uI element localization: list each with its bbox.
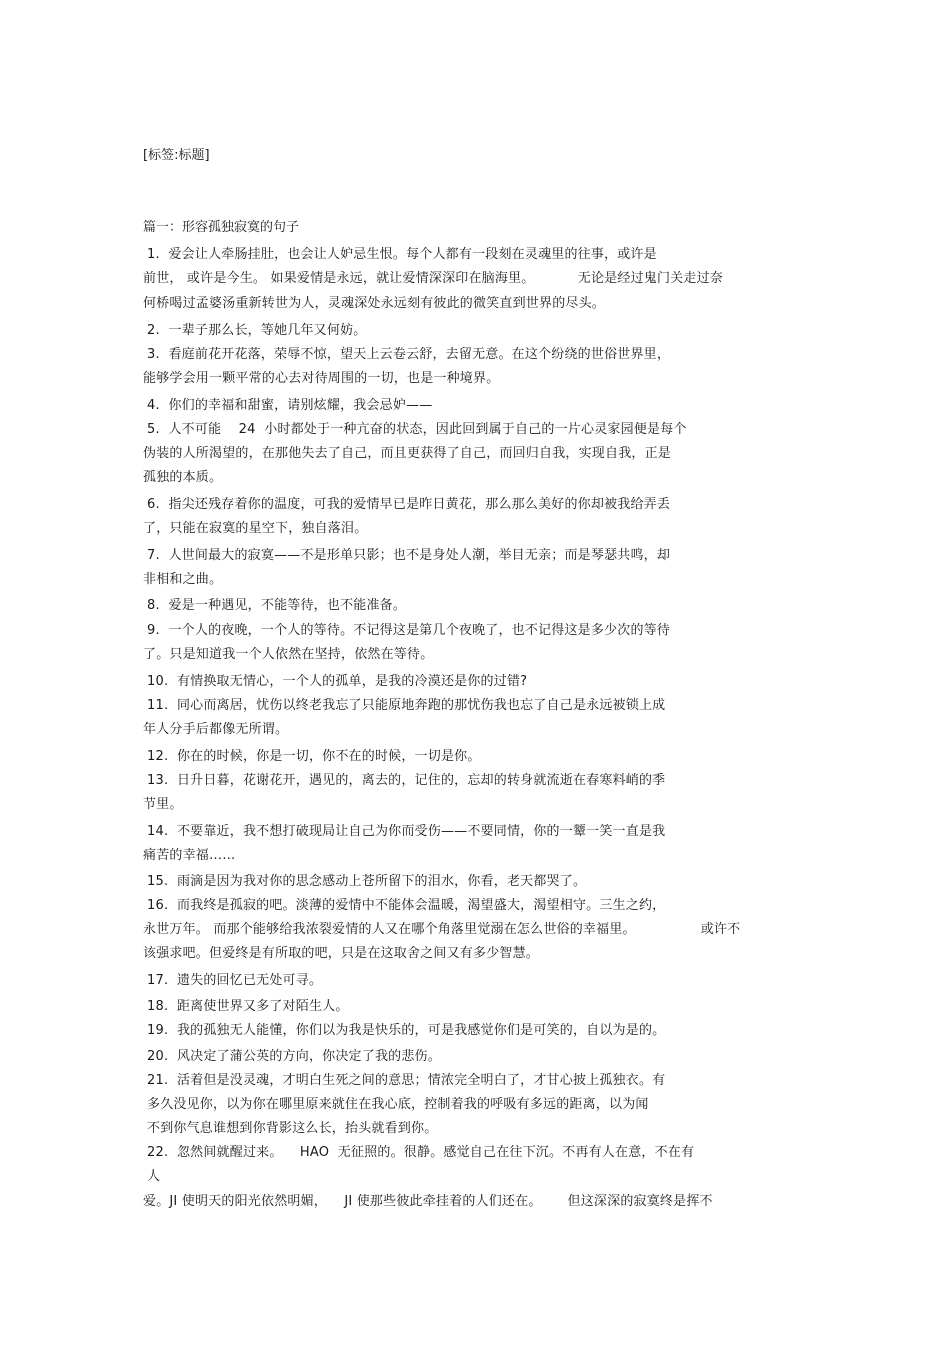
text-line: 痛苦的幸福……	[143, 848, 236, 863]
text-line: 11. 同心而离居，忧伤以终老我忘了只能原地奔跑的那忧伤我也忘了自己是永远被锁上成	[147, 698, 666, 713]
text-line: 伪装的人所渴望的，在那他失去了自己，而且更获得了自己，而回归自我，实现自我，正是	[143, 446, 672, 461]
text-line: 22. 忽然间就醒过来。 HAO 无征照的。很静。感觉自己在往下沉。不再有人在意，不在有	[147, 1145, 695, 1160]
text-line: 3. 看庭前花开花落，荣辱不惊，望天上云卷云舒，去留无意。在这个纷绕的世俗世界里，	[147, 347, 671, 362]
text-line: 13. 日升日暮，花谢花开，遇见的，离去的，记住的，忘却的转身就流逝在春寒料峭的季	[147, 773, 666, 788]
text-line: 何桥喝过孟婆汤重新转世为人，灵魂深处永远刻有彼此的微笑直到世界的尽头。	[143, 296, 606, 311]
text-line: 了，只能在寂寞的星空下，独自落泪。	[143, 521, 368, 536]
text-line: 20. 风决定了蒲公英的方向，你决定了我的悲伤。	[147, 1049, 441, 1064]
text-line: 15. 雨滴是因为我对你的思念感动上苍所留下的泪水，你看，老天都哭了。	[147, 874, 587, 889]
text-line: 人	[147, 1169, 161, 1184]
text-line: 9. 一个人的夜晚，一个人的等待。不记得这是第几个夜晚了，也不记得这是多少次的等待	[147, 623, 671, 638]
text-line: 永世万年。 而那个能够给我浓裂爱情的人又在哪个角落里觉溺在怎么世俗的幸福里。 或许不	[143, 922, 741, 937]
text-line: 了。只是知道我一个人依然在坚持，依然在等待。	[143, 647, 434, 662]
text-line: 不到你气息谁想到你背影这么长，抬头就看到你。	[147, 1121, 438, 1136]
text-line: 10. 有情换取无情心，一个人的孤单，是我的冷漠还是你的过错?	[147, 674, 528, 689]
tag-heading: [标签:标题]	[143, 148, 210, 163]
text-line: 孤独的本质。	[143, 470, 223, 485]
text-line: 19. 我的孤独无人能懂，你们以为我是快乐的，可是我感觉你们是可笑的，自以为是的。	[147, 1023, 666, 1038]
text-line: 能够学会用一颗平常的心去对待周围的一切，也是一种境界。	[143, 371, 500, 386]
text-line: 16. 而我终是孤寂的吧。淡薄的爱情中不能体会温暖，渴望盛大，渴望相守。三生之约，	[147, 898, 666, 913]
text-line: 年人分手后都像无所谓。	[143, 722, 289, 737]
section-title: 篇一：形容孤独寂寞的句子	[143, 220, 300, 235]
text-line: 多久没见你，以为你在哪里原来就住在我心底，控制着我的呼吸有多远的距离，以为闻	[147, 1097, 649, 1112]
text-line: 6. 指尖还残存着你的温度，可我的爱情早已是昨日黄花，那么那么美好的你却被我给弄丢	[147, 497, 671, 512]
text-line: 4. 你们的幸福和甜蜜，请别炫耀，我会忌妒——	[147, 398, 433, 413]
text-line: 17. 遗失的回忆已无处可寻。	[147, 973, 323, 988]
text-line: 2. 一辈子那么长，等她几年又何妨。	[147, 323, 367, 338]
text-line: 18. 距离使世界又多了对陌生人。	[147, 999, 349, 1014]
text-line: 7. 人世间最大的寂寞——不是形单只影；也不是身处人潮，举目无亲；而是琴瑟共鸣，却	[147, 548, 671, 563]
text-line: 前世， 或许是今生。 如果爱情是永远，就让爱情深深印在脑海里。 无论是经过鬼门关走过奈	[143, 271, 723, 286]
text-line: 12. 你在的时候，你是一切，你不在的时候，一切是你。	[147, 749, 481, 764]
text-line: 节里。	[143, 797, 183, 812]
text-line: 21. 活着但是没灵魂，才明白生死之间的意思；情浓完全明白了，才甘心披上孤独衣。有	[147, 1073, 666, 1088]
text-line: 非相和之曲。	[143, 572, 223, 587]
text-line: 1. 爱会让人牵肠挂肚，也会让人妒忌生恨。每个人都有一段刻在灵魂里的往事，或许是	[147, 247, 657, 262]
text-line: 8. 爱是一种遇见，不能等待，也不能准备。	[147, 598, 407, 613]
text-line: 该强求吧。但爱终是有所取的吧，只是在这取舍之间又有多少智慧。	[143, 946, 540, 961]
text-line: 5. 人不可能 24 小时都处于一种亢奋的状态，因此回到属于自己的一片心灵家园便是每个	[147, 422, 687, 437]
text-line: 14. 不要靠近，我不想打破现局让自己为你而受伤——不要同情，你的一颦一笑一直是我	[147, 824, 666, 839]
text-line: 爱。JI 使明天的阳光依然明媚， JI 使那些彼此牵挂着的人们还在。 但这深深的寂寞终是挥不	[143, 1194, 713, 1209]
